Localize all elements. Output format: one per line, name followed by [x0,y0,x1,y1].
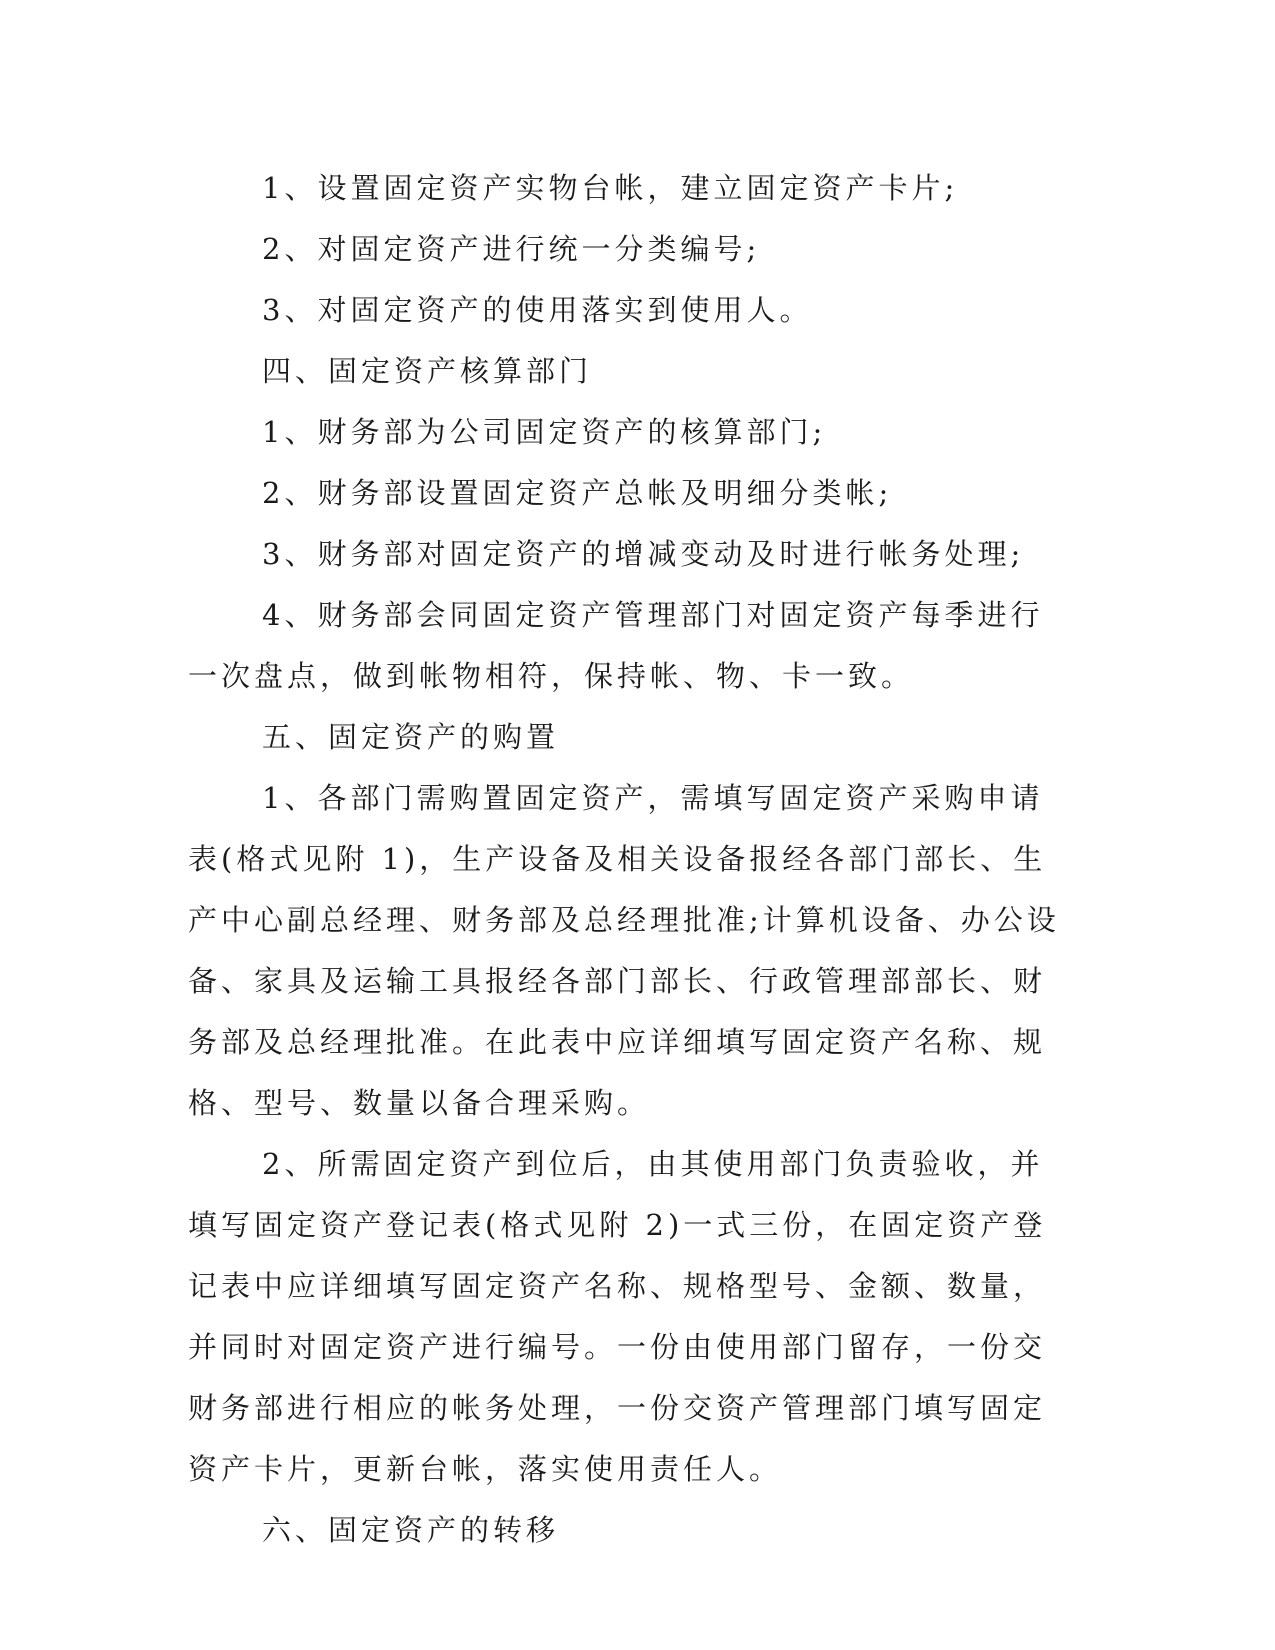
paragraph-item-5-2: 2、所需固定资产到位后，由其使用部门负责验收，并填写固定资产登记表(格式见附 2)一式三份，在固定资产登记表中应详细填写固定资产名称、规格型号、金额、数量，并同时对固定资产进行编号。一份由使用部门留存，一份交财务部进行相应的帐务处理，一份交资产管理部门填写固定资产卡片，更新台帐，落实使用责任人。 [188,1147,1047,1486]
paragraph-item-2: 2、对固定资产进行统一分类编号; [262,232,761,266]
paragraph-item-3: 3、对固定资产的使用落实到使用人。 [262,293,813,327]
section-heading-4: 四、固定资产核算部门 [262,354,593,388]
paragraph-item-4-2: 2、财务部设置固定资产总帐及明细分类帐; [262,476,893,510]
section-heading-5: 五、固定资产的购置 [262,720,560,754]
paragraph-item-5-1: 1、各部门需购置固定资产，需填写固定资产采购申请表(格式见附 1)，生产设备及相关设备报经各部门部长、生产中心副总经理、财务部及总经理批准;计算机设备、办公设备、家具及运输工具报经各部门部长、行政管理部部长、财务部及总经理批准。在此表中应详细填写固定资产名称、规格、型号、数量以备合理采购。 [188,781,1060,1120]
paragraph-item-4-3: 3、财务部对固定资产的增减变动及时进行帐务处理; [262,537,1025,571]
paragraph-item-4-4: 4、财务部会同固定资产管理部门对固定资产每季进行一次盘点，做到帐物相符，保持帐、物、卡一致。 [188,598,1044,693]
document-body [188,158,1068,1561]
section-heading-6: 六、固定资产的转移 [262,1513,560,1547]
paragraph-item-4-1: 1、财务部为公司固定资产的核算部门; [262,415,827,449]
paragraph-item-1: 1、设置固定资产实物台帐，建立固定资产卡片; [262,171,959,205]
